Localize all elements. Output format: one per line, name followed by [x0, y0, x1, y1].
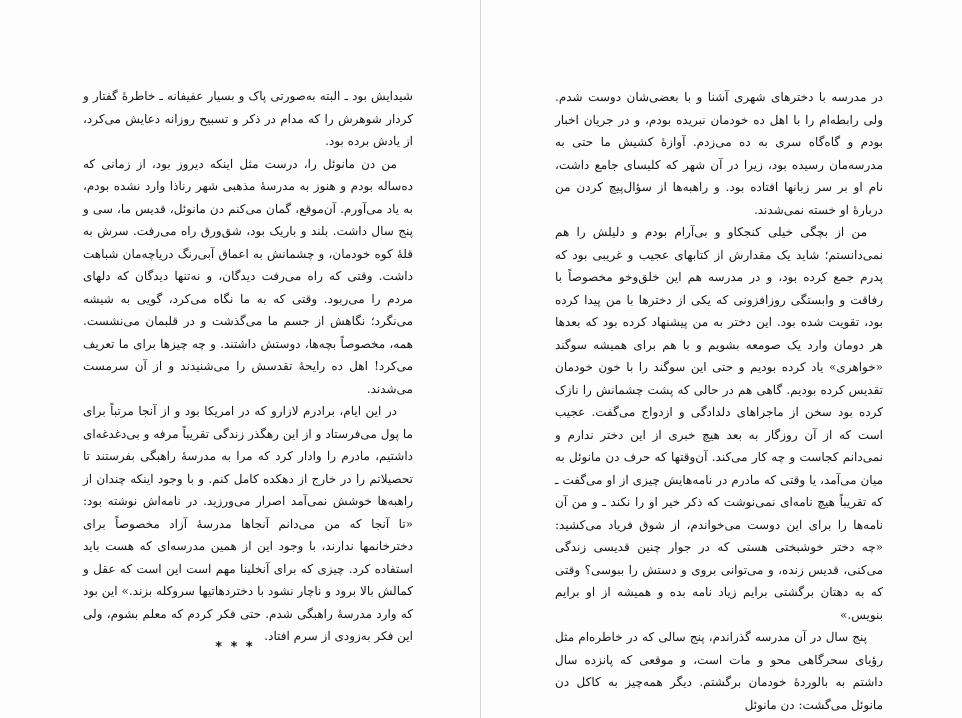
paragraph: در این ایام، برادرم لازارو که در امریکا بود و از آنجا مرتباً برای ما پول می‌فرستاد و از این رهگذر زندگی تقریباً مرفه و بی‌دغدغه‌ای داشتیم، مادرم را وادار کرد که مرا به مدرسهٔ راهبگی بفرستند تا تحصیلاتم را در خارج از دهکده کامل کنم. و با وجود اینکه چندان از راهبه‌ها خوشش نمی‌آمد اصرار می‌ورزید. در نامه‌اش نوشته بود: «تا آنجا که من می‌دانم آنجاها مدرسهٔ آزاد مخصوصاً برای دخترخانمها ندارند، با وجود این از همین مدرسه‌ای که هست باید استفاده کرد. چیزی که برای آنخلینا مهم است این است که عقل و کمالش بالا برود و ناچار نشود با دختردهاتیها سروکله بزند.» این بود که وارد مدرسهٔ راهبگی شدم. حتی فکر کردم که معلم بشوم، ولی این فکر به‌زودی از سرم افتاد.: [83, 404, 414, 643]
paragraph: من از بچگی خیلی کنجکاو و بی‌آرام بودم و دلیلش را هم نمی‌دانستم؛ شاید یک مقدارش از کتابهای عجیب و غریبی بود که پدرم جمع کرده بود، و در مدرسه هم این خلق‌وخو مخصوصاً با رفاقت و وابستگی روزافزونی که یکی از دخترها با من پیدا کرده بود، تقویت شده بود. این دختر به من پیشنهاد کرده بود که بعدها هر دومان وارد یک صومعه بشویم و با هم برای همیشه سوگند «خواهری» یاد کرده بودیم و حتی این سوگند را با خون خودمان تقدیس کرده بودیم. گاهی هم در حالی که پشت چشمانش را نازک کرده بود سخن از ماجراهای دلدادگی و ازدواج می‌گفت. عجیب است که از آن روزگار به بعد هیچ خبری از این دختر ندارم و نمی‌دانم کجاست و چه کار می‌کند. آن‌وقتها که حرف دن مانوئل به میان می‌آمد، یا وقتی که مادرم در نامه‌هایش چیزی از او می‌گفت ـ که تقریباً هیچ نامه‌ای نمی‌نوشت که ذکر خیر او را نکند ـ و من آن نامه‌ها را برای این دوست می‌خواندم، از شوق فریاد می‌کشید: «چه دختر خوشبختی هستی که در جوار چنین قدیسی زندگی می‌کنی، قدیس زنده، و می‌توانی بروی و دستش را ببوسی؟ وقتی که به دهتان برگشتی برایم زیاد نامه بده و همیشه از او برایم بنویس.»: [555, 225, 883, 622]
right-page: [481, 0, 962, 718]
left-page: [0, 0, 480, 718]
paragraph: من دن مانوئل را، درست مثل اینکه دیروز بود، از زمانی که ده‌ساله بودم و هنوز به مدرسهٔ مذهبی شهر رناذا وارد نشده بودم، به یاد می‌آورم. آن‌موقع، گمان می‌کنم دن مانوئل، قدیس ما، سی و پنج سال داشت. بلند و باریک بود، شق‌ورق راه می‌رفت. سرش به قلهٔ کوه خودمان، و چشمانش به اعماق آبی‌رنگ دریاچه‌مان شباهت داشت. وقتی که راه می‌رفت دیدگان، و نه‌تنها دیدگان که دلهای مردم را می‌ربود. وقتی که به ما نگاه می‌کرد، گویی به شیشه می‌نگرد؛ نگاهش از جسم ما می‌گذشت و در قلبمان می‌نشست. همه، مخصوصاً بچه‌ها، دوستش داشتند. و چه چیزها برای ما تعریف می‌کرد! اهل ده رایحهٔ تقدسش را می‌شنیدند و از آن سرمست می‌شدند.: [83, 156, 413, 396]
paragraph: پنج سال در آن مدرسه گذراندم، پنج سالی که در خاطره‌ام مثل رؤیای سحرگاهی محو و مات است، و موقعی که پانزده سال داشتم به بالوردهٔ خودمان برگشتم. دیگر همه‌چیز به کاکل دن مانوئل می‌گشت: دن مانوئل: [555, 630, 883, 712]
section-separator: * * *: [215, 640, 255, 655]
paragraph: شیدایش بود ـ البته به‌صورتی پاک و بسیار عفیفانه ـ خاطرهٔ گفتار و کردار شوهرش را که مدام در ذکر و تسبیح روزانه دعایش می‌کرد، از یادش برده بود.: [83, 89, 413, 148]
left-page-text: [83, 85, 413, 648]
right-page-text: [555, 86, 883, 716]
paragraph: در مدرسه با دخترهای شهری آشنا و با بعضی‌شان دوست شدم. ولی رابطه‌ام را با اهل ده خودمان نبریده بودم، و در جریان اخبار بودم و گاه‌گاه سری به ده می‌زدم. آوازهٔ کشیش ما حتی به مدرسه‌مان رسیده بود، زیرا در آن شهر که کلیسای جامع داشت، نام او بر سر زبانها افتاده بود. و راهبه‌ها از سؤال‌پیچ کردن من دربارهٔ او خسته نمی‌شدند.: [555, 90, 883, 217]
